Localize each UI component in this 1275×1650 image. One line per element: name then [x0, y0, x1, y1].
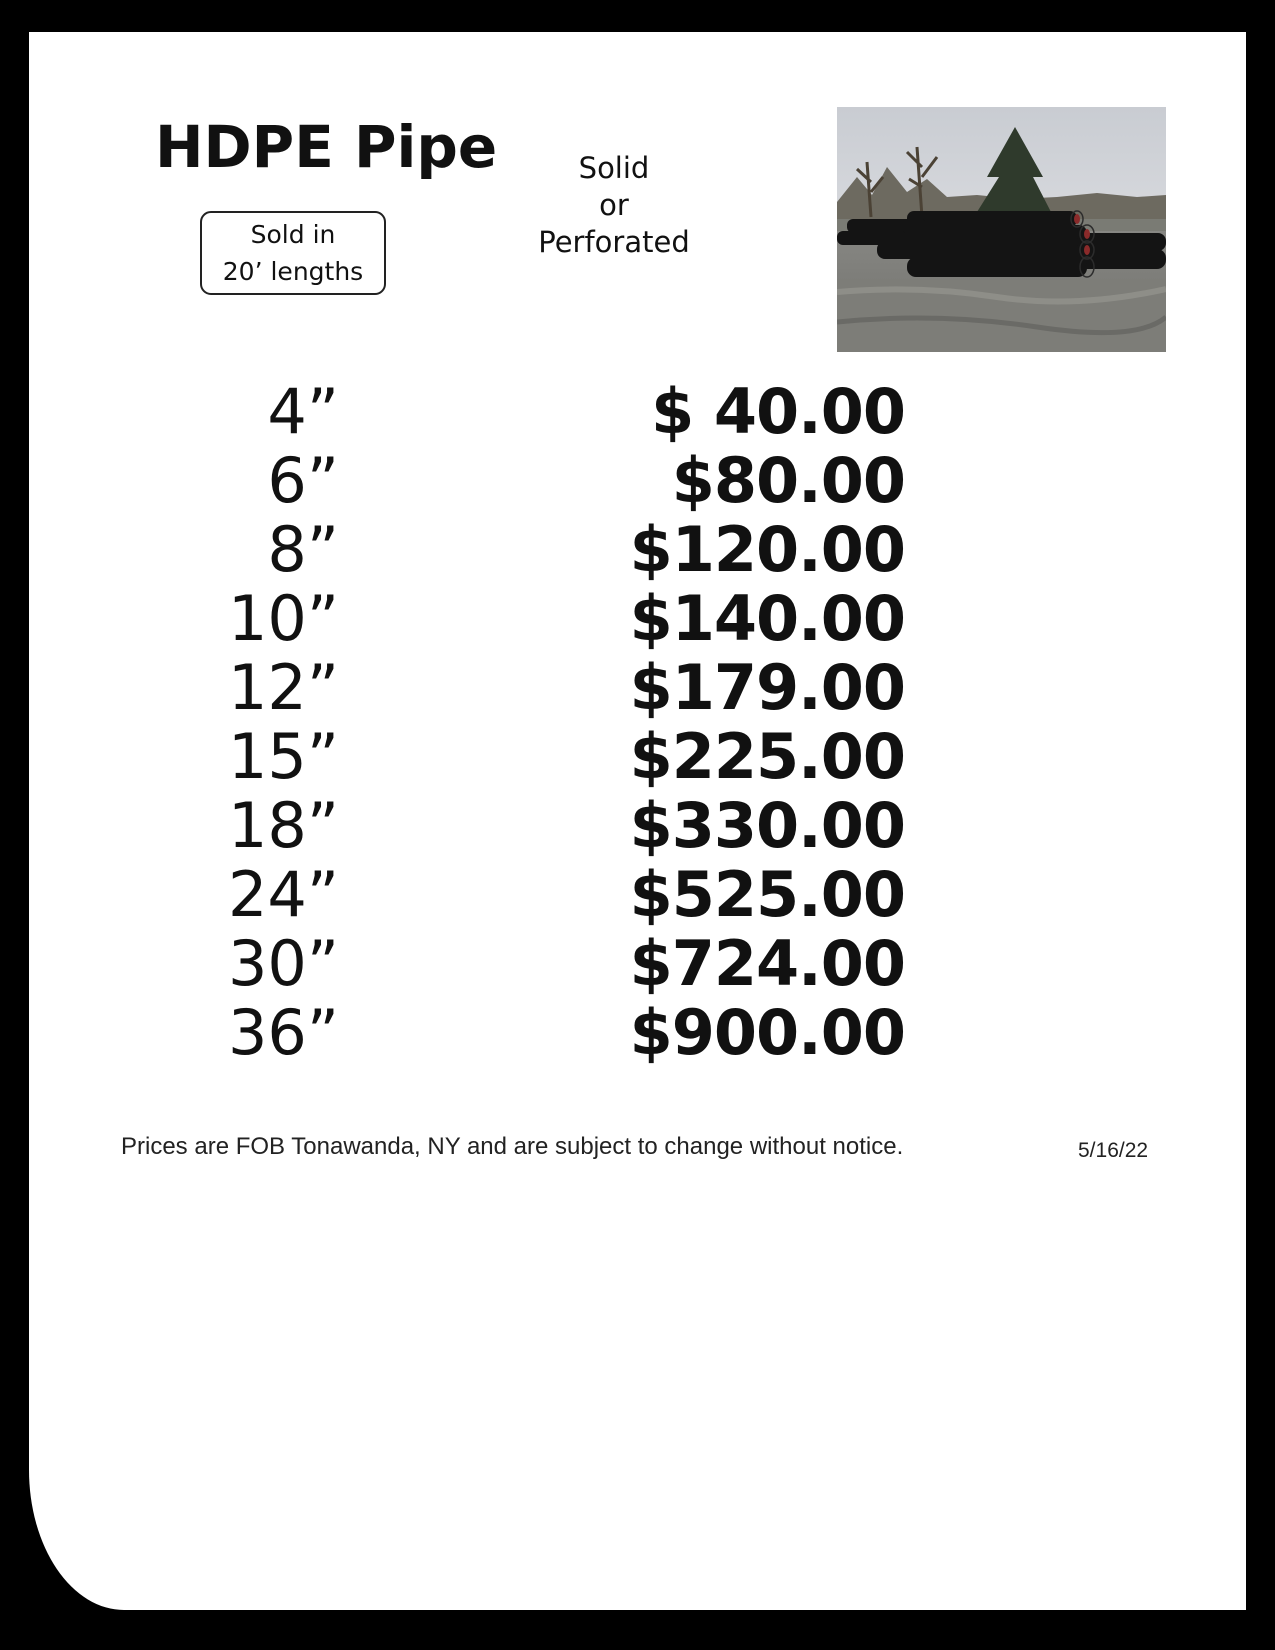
- pipe-price: $225.00: [629, 720, 905, 793]
- pipe-size: 15”: [227, 720, 339, 793]
- pipe-size: 36”: [227, 996, 339, 1069]
- price-disclaimer: Prices are FOB Tonawanda, NY and are subject to change without notice.: [121, 1133, 904, 1160]
- page-title: HDPE Pipe: [155, 113, 498, 181]
- pipe-yard-photo: [837, 107, 1166, 352]
- pipe-size: 10”: [227, 582, 339, 655]
- pipe-yard-illustration: [837, 107, 1166, 352]
- sheet-date: 5/16/22: [1078, 1139, 1149, 1162]
- length-note-box: [200, 211, 386, 295]
- type-note-line-2: or: [599, 188, 629, 222]
- price-row: [29, 860, 1246, 929]
- length-note-line-1: Sold in: [250, 220, 336, 249]
- price-row: [29, 998, 1246, 1067]
- type-note-line-3: Perforated: [538, 225, 690, 259]
- pipe-price: $525.00: [629, 858, 905, 931]
- pipe-price: $ 40.00: [651, 375, 905, 448]
- pipe-price: $120.00: [629, 513, 905, 586]
- price-row: [29, 791, 1246, 860]
- length-note-line-2: 20’ lengths: [222, 257, 364, 286]
- pipe-size: 30”: [227, 927, 339, 1000]
- price-list: [29, 377, 1246, 1067]
- pipe-price: $179.00: [629, 651, 905, 724]
- price-row: [29, 653, 1246, 722]
- price-row: [29, 584, 1246, 653]
- pipe-size: 18”: [227, 789, 339, 862]
- pipe-price: $80.00: [671, 444, 905, 517]
- pipe-size: 8”: [267, 513, 339, 586]
- pipe-size: 24”: [227, 858, 339, 931]
- pipe-price: $140.00: [629, 582, 905, 655]
- price-row: [29, 515, 1246, 584]
- pipe-size: 4”: [267, 375, 339, 448]
- price-row: [29, 929, 1246, 998]
- pipe-price: $724.00: [629, 927, 905, 1000]
- pipe-price: $900.00: [629, 996, 905, 1069]
- pipe-price: $330.00: [629, 789, 905, 862]
- type-note-line-1: Solid: [578, 151, 650, 185]
- price-row: [29, 446, 1246, 515]
- pipe-type-note: [499, 150, 729, 261]
- price-row: [29, 722, 1246, 791]
- price-row: [29, 377, 1246, 446]
- price-sheet: [29, 32, 1246, 1610]
- pipe-size: 6”: [267, 444, 339, 517]
- pipe-size: 12”: [227, 651, 339, 724]
